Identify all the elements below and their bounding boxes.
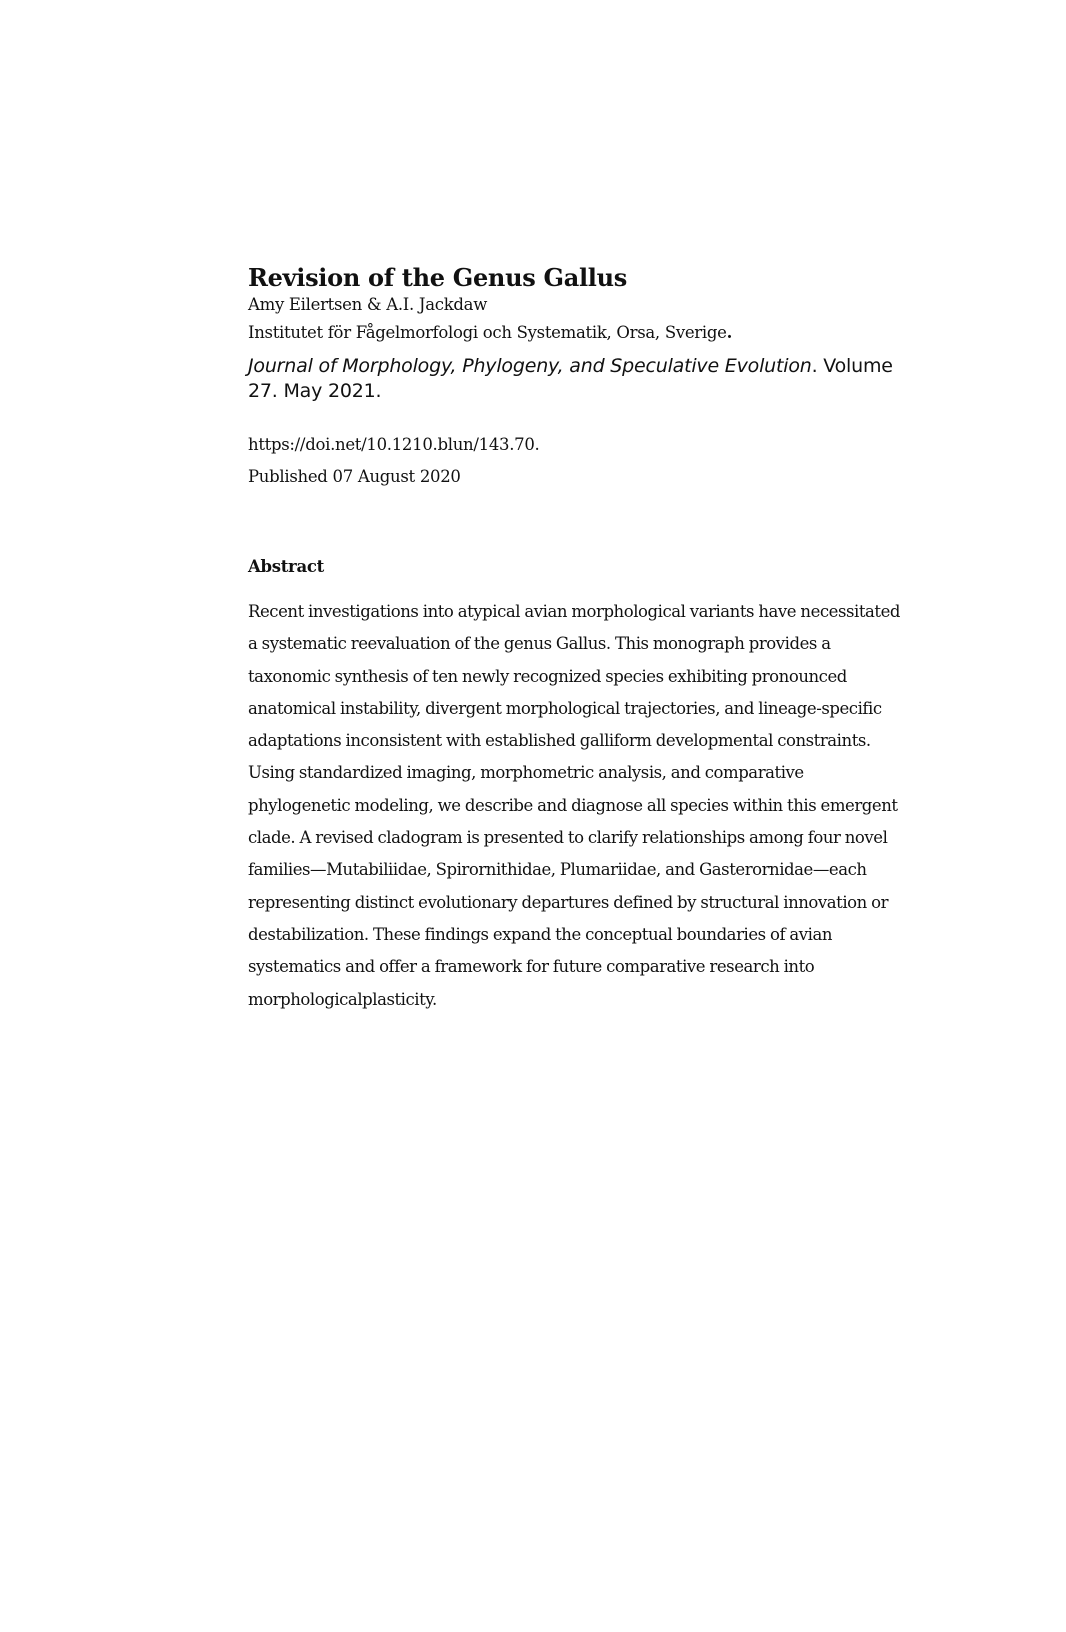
affiliation-text: Institutet för Fågelmorfologi och Systematik, Orsa, Sverige bbox=[248, 323, 727, 342]
affiliation-period: . bbox=[726, 323, 733, 342]
journal-name: Journal of Morphology, Phylogeny, and Speculative Evolution bbox=[248, 355, 812, 377]
paper-affiliation bbox=[248, 322, 898, 344]
paper-front-matter bbox=[248, 262, 901, 1016]
doi-link[interactable]: https://doi.net/10.1210.blun/143.70. bbox=[248, 435, 540, 454]
abstract-body: Recent investigations into atypical avian morphological variants have necessitated a systematic reevaluation of the genus Gallus. This monograph provides a taxonomic synthesis of ten newly recognized species exhibiting pronounced anatomical instability, divergent morphological trajectories, and lineage-specific adaptations inconsistent with established galliform developmental constraints. Using standardized imaging, morphometric analysis, and comparative phylogenetic modeling, we describe and diagnose all species within this emergent clade. A revised cladogram is presented to clarify relationships among four novel families—Mutabiliidae, Spirornithidae, Plumariidae, and Gasterornidae—each representing distinct evolutionary departures defined by structural innovation or destabilization. These findings expand the conceptual boundaries of avian systematics and offer a framework for future comparative research into morphologicalplasticity. bbox=[248, 602, 901, 1009]
journal-citation bbox=[248, 354, 898, 404]
abstract-heading: Abstract bbox=[248, 557, 324, 576]
published-date: Published 07 August 2020 bbox=[248, 467, 461, 486]
journal-volume-date: . Volume 27. May 2021. bbox=[248, 355, 893, 402]
paper-title: Revision of the Genus Gallus bbox=[248, 263, 627, 292]
paper-authors: Amy Eilertsen & A.I. Jackdaw bbox=[248, 295, 488, 314]
